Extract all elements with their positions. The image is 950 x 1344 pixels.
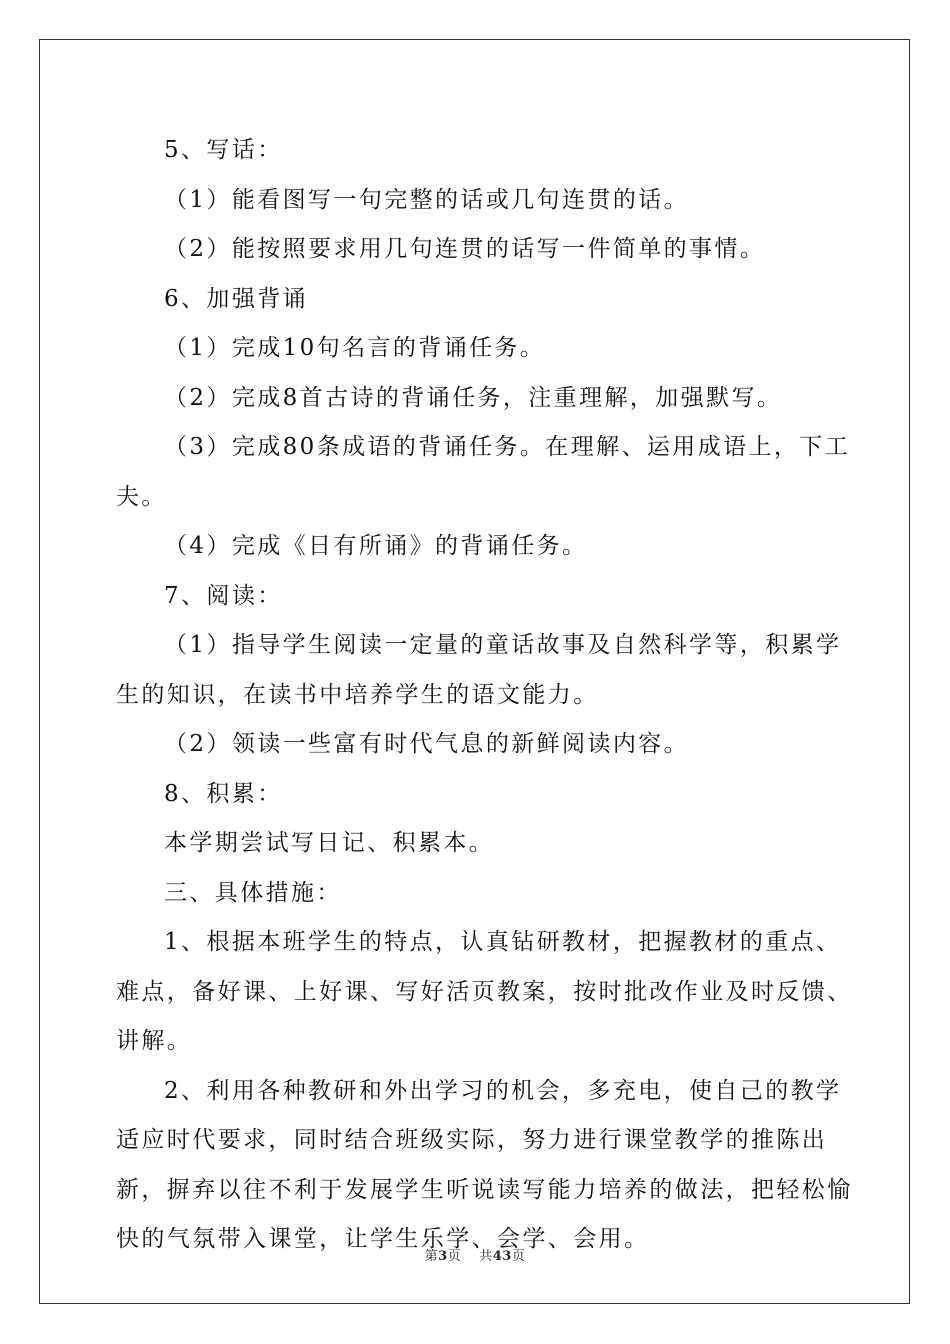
paragraph: （2）完成8首古诗的背诵任务，注重理解，加强默写。 [164,384,783,411]
section-heading-3: 三、具体措施： [164,879,342,906]
paragraph-heading-5: 5、写话： [164,137,283,163]
page-number: 3 [438,1249,448,1264]
paragraph: （3）完成80条成语的背诵任务。在理解、运用成语上，下工夫。 [116,434,851,510]
total-suffix: 页 [511,1249,526,1264]
paragraph: 1、根据本班学生的特点，认真钻研教材，把握教材的重点、难点，备好课、上好课、写好活页教案，按时批改作业及时反馈、讲解。 [116,929,853,1054]
total-prefix: 共 [479,1249,493,1264]
paragraph-heading-8: 8、积累： [164,780,283,807]
paragraph: 本学期尝试写日记、积累本。 [164,830,495,856]
document-body [116,126,856,1265]
page-footer [0,1245,950,1264]
paragraph-heading-7: 7、阅读： [164,582,283,609]
paragraph: （1）完成10句名言的背诵任务。 [164,335,546,361]
paragraph-heading-6: 6、加强背诵 [164,285,309,312]
paragraph: （2）领读一些富有时代气息的新鲜阅读内容。 [164,731,690,757]
page-prefix: 第 [424,1249,439,1264]
paragraph: （2）能按照要求用几句连贯的话写一件简单的事情。 [164,236,766,262]
paragraph: （1）能看图写一句完整的话或几句连贯的话。 [164,186,690,213]
paragraph: （4）完成《日有所诵》的背诵任务。 [164,533,588,559]
paragraph: （1）指导学生阅读一定量的童话故事及自然科学等，积累学生的知识，在读书中培养学生的语文能力。 [116,632,842,708]
total-pages: 43 [492,1249,512,1264]
paragraph: 2、利用各种教研和外出学习的机会，多充电，使自己的教学适应时代要求，同时结合班级实际，努力进行课堂教学的推陈出新，摒弃以往不利于发展学生听说读写能力培养的做法，把轻松愉快的气氛带入课堂，让学生乐学、会学、会用。 [116,1077,853,1252]
page-suffix: 页 [447,1249,462,1264]
